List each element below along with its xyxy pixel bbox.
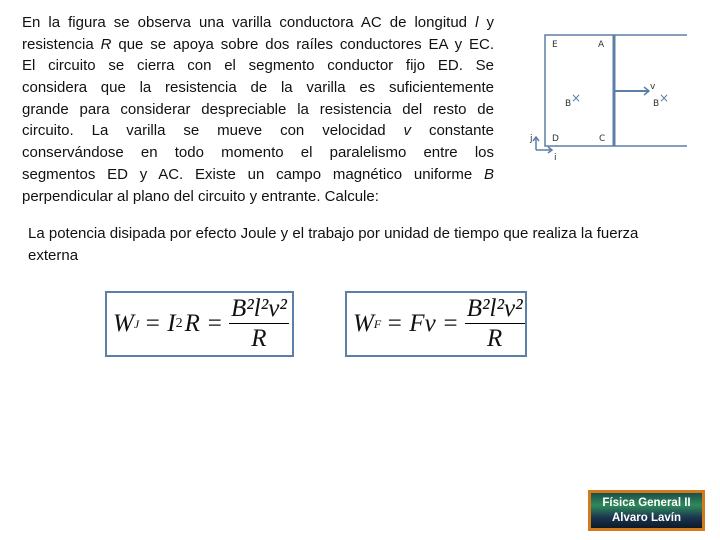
line: considera que la resistencia de la varilla es suficientemente — [22, 79, 494, 97]
svg-text:A: A — [598, 40, 605, 50]
svg-text:C: C — [599, 134, 606, 144]
svg-text:D: D — [552, 134, 559, 144]
svg-text:×: × — [659, 91, 670, 105]
line: En la figura se observa una varilla conductora AC de longitud l y — [22, 14, 494, 31]
svg-text:B: B — [653, 99, 660, 109]
line: perpendicular al plano del circuito y entrante. Calcule: — [22, 187, 379, 205]
svg-text:E: E — [552, 40, 558, 50]
svg-text:×: × — [571, 91, 582, 105]
question-text: La potencia disipada por efecto Joule y el trabajo por unidad de tiempo que realiza la fuerza externa — [28, 225, 639, 264]
svg-text:j: j — [530, 134, 533, 144]
line: conservándose en todo momento el paralelismo entre los — [22, 144, 494, 162]
line: El circuito se cierra con el segmento conductor fijo ED. Se — [22, 57, 494, 75]
svg-text:i: i — [554, 153, 557, 163]
line: grande para considerar despreciable la resistencia del resto de — [22, 100, 494, 118]
svg-text:B: B — [565, 99, 572, 109]
joule-power-formula: W J = I 2 R = $\frac{\text{B²l²v²}}{R}$ — [105, 291, 294, 357]
course-logo: Física General II Alvaro Lavín — [588, 490, 705, 531]
force-power-formula: W F = Fv = $\frac{\text{B²l²v²}}{R}$ — [345, 291, 527, 357]
problem-statement — [22, 12, 494, 207]
line: circuito. La varilla se mueve con velocidad v constante — [22, 122, 494, 140]
line: resistencia R que se apoya sobre dos raíles conductores EA y EC. — [22, 35, 494, 53]
svg-text:v: v — [650, 82, 656, 92]
circuit-diagram — [520, 30, 700, 170]
line: segmentos ED y AC. Existe un campo magnético uniforme B — [22, 165, 494, 183]
